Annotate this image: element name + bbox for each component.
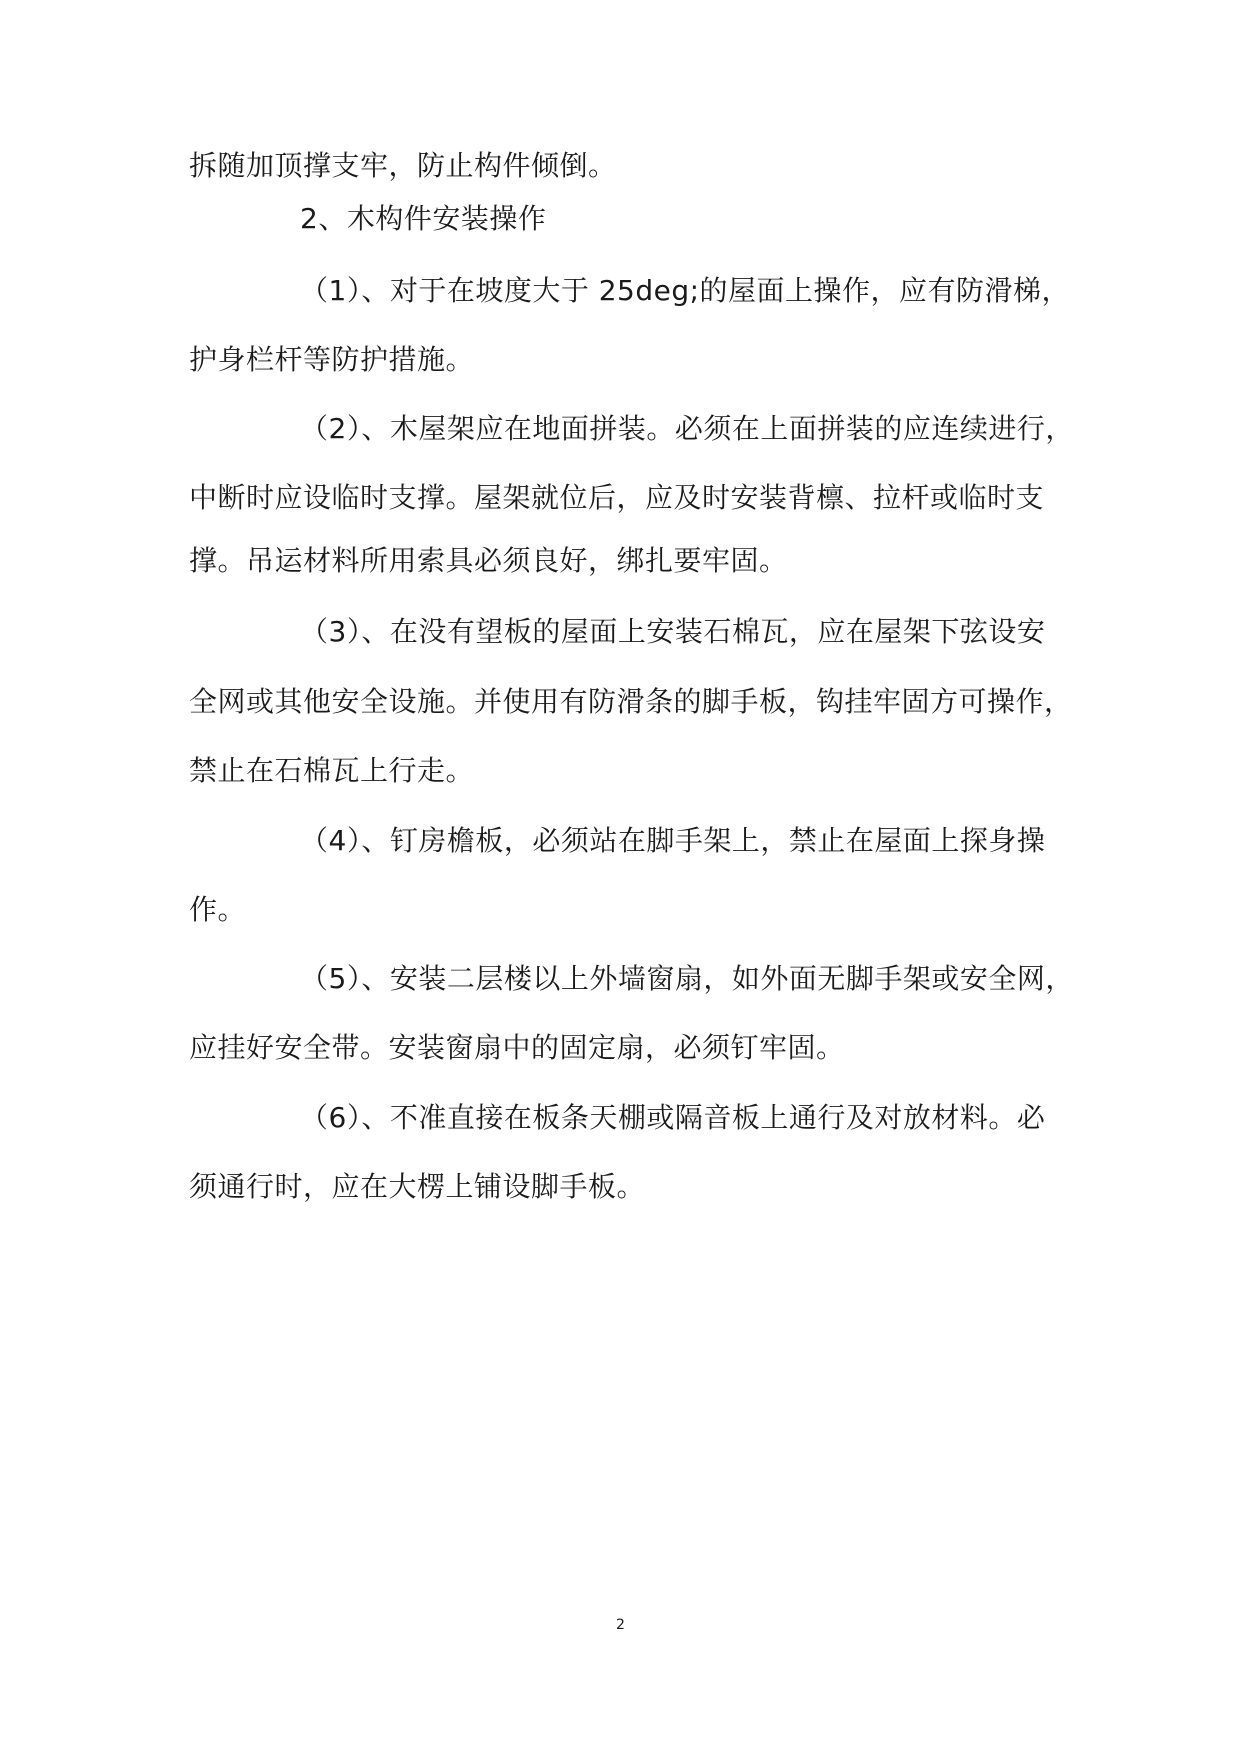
text-line: 全网或其他安全设施。并使用有防滑条的脚手板，钩挂牢固方可操作，: [189, 685, 1073, 718]
text-line: 作。: [189, 893, 247, 926]
text-line: 护身栏杆等防护措施。: [189, 343, 475, 376]
text-line: （5）、安装二层楼以上外墙窗扇，如外面无脚手架或安全网，: [300, 962, 1074, 995]
text-line: （2）、木屋架应在地面拼装。必须在上面拼装的应连续进行，: [300, 412, 1074, 445]
text-line: 中断时应设临时支撑。屋架就位后，应及时安装背檩、拉杆或临时支: [189, 481, 1045, 514]
text-line: （4）、钉房檐板，必须站在脚手架上，禁止在屋面上探身操: [300, 824, 1046, 857]
text-line: （3）、在没有望板的屋面上安装石棉瓦，应在屋架下弦设安: [300, 615, 1046, 648]
page-number: 2: [616, 1617, 625, 1633]
text-line: 禁止在石棉瓦上行走。: [189, 754, 475, 787]
text-line: 须通行时，应在大楞上铺设脚手板。: [189, 1170, 646, 1203]
text-line: 撑。吊运材料所用索具必须良好，绑扎要牢固。: [189, 544, 788, 577]
text-line: （1）、对于在坡度大于 25deg;的屋面上操作，应有防滑梯，: [300, 274, 1071, 307]
section-heading: 2、木构件安装操作: [300, 202, 547, 235]
text-line: 拆随加顶撑支牢，防止构件倾倒。: [189, 149, 617, 182]
text-line: 应挂好安全带。安装窗扇中的固定扇，必须钉牢固。: [189, 1031, 845, 1064]
text-line: （6）、不准直接在板条天棚或隔音板上通行及对放材料。必: [300, 1101, 1046, 1134]
